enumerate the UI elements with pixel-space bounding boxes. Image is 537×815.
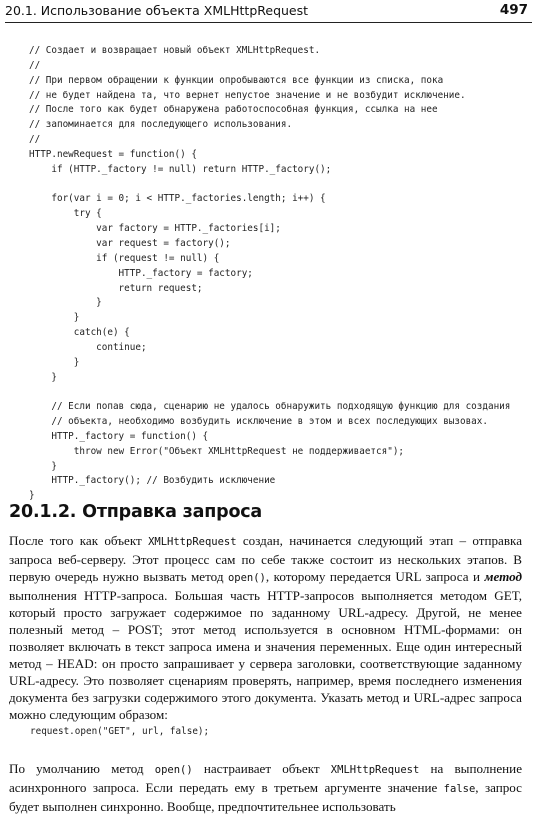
inline-code: false [443,783,476,796]
code-listing: // Создает и возвращает новый объект XMLHttpRequest. // // При первом обращении к функции опробываются все функции из списка, пока // не будет найдена та, что вернет непустое значение и не возбудит исключение. // После того как будет обнаружена работоспособная функция, ссылка на нее // запоминается для последующего использования. // HTTP.newRequest = function() { if (HTTP._factory != null) return HTTP._factory(); for(var i = 0; i < HTTP._factories.length; i++) { try { var factory = HTTP._factories[i]; var request = factory(); if (request != null) { HTTP._factory = factory; return request; } } catch(e) { continue; } } // Если попав сюда, сценарию не удалось обнаружить подходящую функцию для создания // объекта, необходимо возбудить исключение в этом и всех последующих вызовах. HTTP._factory = function() { throw new Error("Объект XMLHttpRequest не поддерживается"); } HTTP._factory(); // Возбудить исключение } [29,45,511,502]
emphasis-term: метод [484,569,523,585]
running-header [5,2,532,22]
body-paragraph-2 [9,760,522,815]
body-paragraph-1 [9,532,522,724]
inline-code: open() [154,764,193,776]
section-heading: 20.1.2. Отправка запроса [9,502,263,522]
text-run: , которому передается URL запроса и [265,569,485,585]
text-run: После того как объект [9,533,149,548]
code-example: request.open("GET", url, false); [30,726,210,737]
inline-code: XMLHttpRequest [330,764,420,776]
inline-code: open() [227,572,266,585]
text-run: на выполнение асинхронного запроса. Если передать ему в третьем аргументе значение [9,761,522,796]
header-rule [5,22,532,23]
text-run: настраивает объект [192,761,331,776]
inline-code: XMLHttpRequest [148,536,237,548]
text-run: По умолчанию метод [9,761,155,776]
page-number: 497 [499,2,528,18]
text-run: создан, начинается следующий этап – отправка запроса веб-серверу. Этот процесс сам по себе также состоит из нескольких этапов. В первую очередь нужно вызвать метод [9,533,522,585]
running-header-title: 20.1. Использование объекта XMLHttpRequest [5,3,309,18]
text-run: , запрос будет выполнен синхронно. Вообще, предпочтительнее использовать [9,780,522,815]
text-run: выполнения HTTP-запроса. Большая часть HTTP-запросов выполняется методом GET, который просто загружает содержимое по заданному URL-адресу. Другой, не менее полезный метод – POST; этот метод используется в основном HTML-формами: он позволяет включать в текст запроса имена и значения переменных. Еще один интересный метод – HEAD: он просто запрашивает у сервера заголовки, соответствующие заданному URL-адресу. Это позволяет сценариям проверять, например, время последнего изменения документа без загрузки содержимого этого документа. Указать метод и URL-адрес запроса можно следующим образом: [9,588,522,723]
